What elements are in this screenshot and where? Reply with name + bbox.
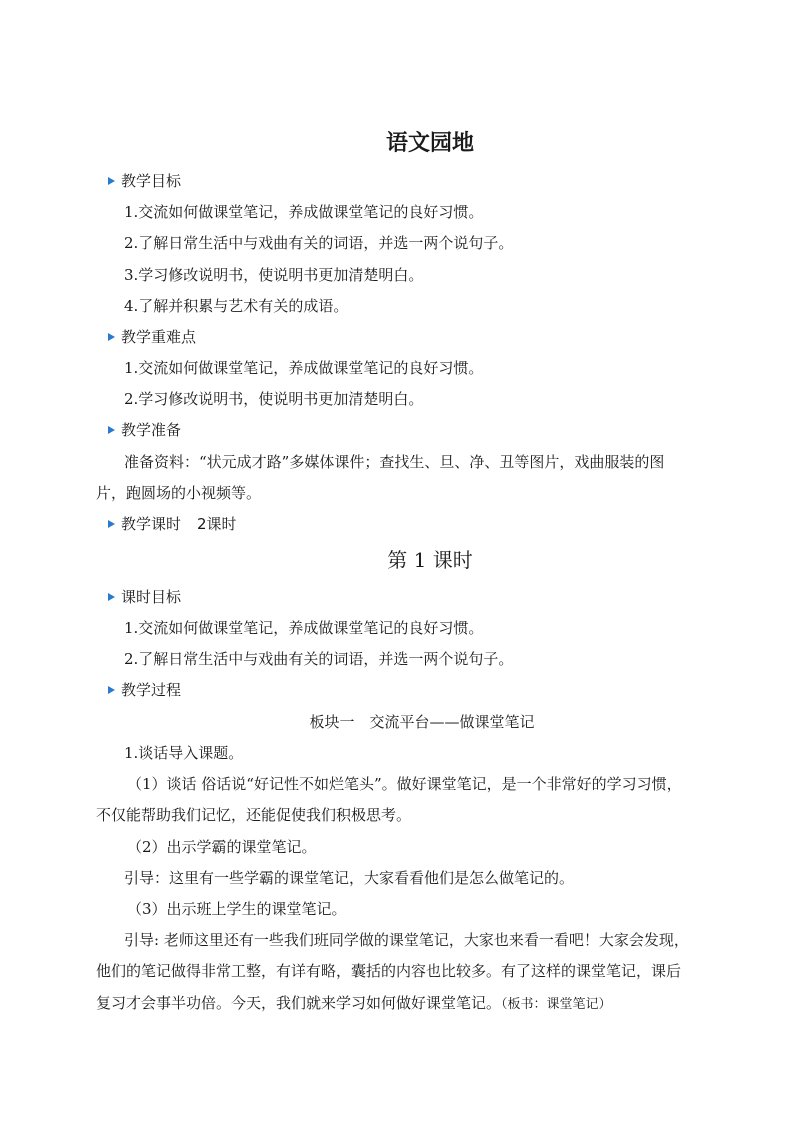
- block-title: 板块一 交流平台——做课堂笔记: [309, 713, 535, 731]
- section-heading-lesson-goals: 课时目标: [108, 586, 181, 608]
- page-title: 语文园地: [385, 130, 474, 156]
- paragraph-line: 复习才会事半功倍。今天，我们就来学习如何做好课堂笔记。（板书：课堂笔记）: [96, 994, 612, 1012]
- preparation-line: 准备资料：“状元成才路”多媒体课件；查找生、旦、净、丑等图片，戏曲服装的图: [124, 453, 665, 471]
- section-heading-hours: 教学课时 2课时: [108, 513, 237, 535]
- section-heading-goals: 教学目标: [108, 170, 181, 192]
- section-heading-key-points: 教学重难点: [108, 326, 196, 348]
- triangle-bullet-icon: [108, 593, 115, 601]
- paragraph-line: （3）出示班上学生的课堂笔记。: [127, 900, 347, 918]
- process-step: 1.谈话导入课题。: [124, 744, 244, 762]
- triangle-bullet-icon: [108, 686, 115, 694]
- key-point-item: 1.交流如何做课堂笔记，养成做课堂笔记的良好习惯。: [124, 359, 484, 377]
- paragraph-line: 引导: 老师这里还有一些我们班同学做的课堂笔记，大家也来看一看吧！大家会发现，: [124, 931, 689, 949]
- section-heading-preparation: 教学准备: [108, 419, 181, 441]
- lesson-goal-item: 1.交流如何做课堂笔记，养成做课堂笔记的良好习惯。: [124, 619, 484, 637]
- preparation-line: 片，跑圆场的小视频等。: [96, 484, 262, 502]
- goal-item: 1.交流如何做课堂笔记，养成做课堂笔记的良好习惯。: [124, 203, 484, 221]
- goal-item: 2.了解日常生活中与戏曲有关的词语，并选一两个说句子。: [124, 234, 514, 252]
- board-note: （板书：课堂笔记）: [501, 997, 612, 1012]
- triangle-bullet-icon: [108, 520, 115, 528]
- lesson-title: 第 1 课时: [387, 548, 473, 572]
- triangle-bullet-icon: [108, 333, 115, 341]
- paragraph-line: 引导：这里有一些学霸的课堂笔记，大家看看他们是怎么做笔记的。: [124, 869, 575, 887]
- paragraph-line: 不仅能帮助我们记忆，还能促使我们积极思考。: [96, 806, 412, 824]
- section-heading-process: 教学过程: [108, 679, 181, 701]
- triangle-bullet-icon: [108, 426, 115, 434]
- triangle-bullet-icon: [108, 177, 115, 185]
- key-point-item: 2.学习修改说明书，使说明书更加清楚明白。: [124, 390, 424, 408]
- goal-item: 4.了解并积累与艺术有关的成语。: [124, 297, 349, 315]
- paragraph-line: 他们的笔记做得非常工整，有详有略，囊括的内容也比较多。有了这样的课堂笔记，课后: [96, 962, 682, 980]
- lesson-goal-item: 2.了解日常生活中与戏曲有关的词语，并选一两个说句子。: [124, 650, 514, 668]
- paragraph-line: （2）出示学霸的课堂笔记。: [127, 838, 317, 856]
- paragraph-line: （1）谈话 俗话说“好记性不如烂笔头”。做好课堂笔记，是一个非常好的学习习惯，: [127, 775, 682, 793]
- hours-value: 2课时: [197, 515, 237, 533]
- goal-item: 3.学习修改说明书，使说明书更加清楚明白。: [124, 266, 424, 284]
